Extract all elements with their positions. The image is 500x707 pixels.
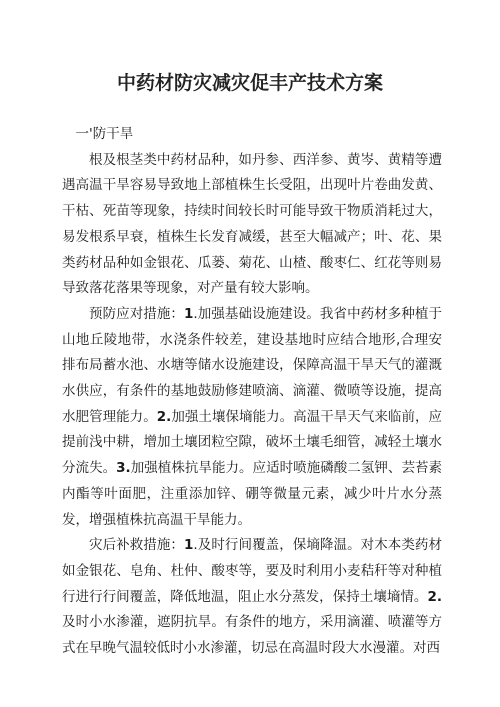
- document-body: [62, 122, 442, 662]
- measure-number-2: 2.: [156, 408, 172, 425]
- measure-text-1: .加强基础设施建设。我省中药材多种植于山地丘陵地带，水浇条件较差，建设基地时应结合地形,合理安排布局蓄水池、水塘等储水设施建设，保障高温干旱天气的灌溉水供应，有条件的基地鼓励修建喷滴、滴灌、微喷等设施，提高水肥管理能力。: [62, 305, 443, 425]
- recovery-text-1: .及时行间覆盖，保墒降温。对木本类药材如金银花、皂角、杜仲、酸枣等，要及时利用小麦秸秆等对种植行进行行间覆盖，降低地温，阻止水分蒸发，保持土壤墒情。: [62, 537, 443, 605]
- section-heading: 一'防干旱: [75, 126, 134, 142]
- recovery-number-2: 2.: [427, 588, 442, 605]
- measure-number-3: 3.: [116, 460, 131, 477]
- recovery-lead: 灾后补救措施：: [89, 537, 185, 554]
- paragraph-prevention-measures: [62, 302, 442, 533]
- prevention-lead: 预防应对措施：: [89, 305, 185, 322]
- paragraph-recovery-measures: [62, 533, 442, 662]
- document-title: 中药材防灾减灾促丰产技术方案: [116, 72, 383, 94]
- recovery-number-1: 1: [184, 537, 194, 554]
- paragraph-drought-impact: 根及根茎类中药材品种，如丹参、西洋参、黄岑、黄精等遭遇高温干旱容易导致地上部植株生长受阻，出现叶片卷曲发黄、干枯、死苗等现象，持续时间较长时可能导致干物质消耗过大，易发根系早衰，植株生长发育减缓，甚至大幅减产；叶、花、果类药材品种如金银花、瓜蒌、菊花、山楂、酸枣仁、红花等则易导致落花落果等现象，对产量有较大影响。: [62, 151, 442, 297]
- measure-text-3: 加强植株抗旱能力。应适时喷施磷酸二氢钾、芸苔素内酯等叶面肥，注重添加锌、硼等微量元素，减少叶片水分蒸发，增强植株抗高温干旱能力。: [62, 460, 443, 528]
- recovery-text-2: 及时小水渗灌，遮阴抗旱。有条件的地方，采用滴灌、喷灌等方式在早晚气温较低时小水渗灌，切忌在高温时段大水漫灌。对西: [62, 614, 442, 657]
- measure-number-1: 1: [184, 305, 194, 322]
- measure-text-2: 加强土壤保墒能力。高温干旱天气来临前，应提前浅中耕，增加土壤团粒空隙，破坏土壤毛细管，减轻土壤水分流失。: [62, 408, 443, 477]
